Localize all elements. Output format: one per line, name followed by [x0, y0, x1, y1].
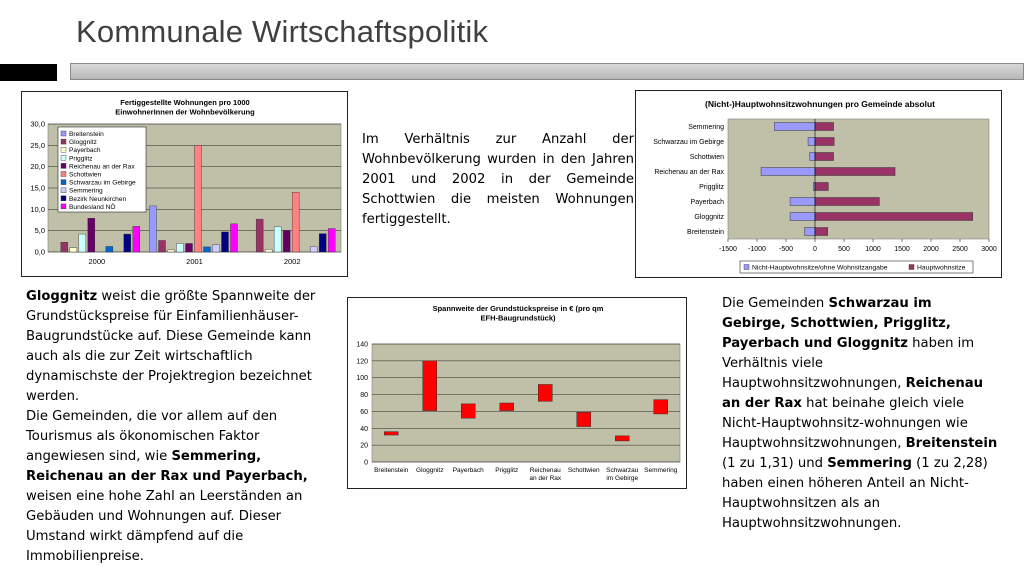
chart3-ytick: 140 — [356, 341, 368, 349]
chart3-xtick: Gloggnitz — [416, 467, 444, 474]
chart2-xtick: 0 — [813, 246, 817, 253]
chart2-legend-label: Hauptwohnsitze — [917, 264, 966, 272]
text-hw-3: haben im Verhältnis viele Hauptwohnsitzwohnungen, — [722, 336, 975, 391]
chart1-ytick: 15,0 — [30, 183, 45, 193]
chart1-bar-schottwien — [292, 192, 299, 252]
chart2-ytick: Schottwien — [689, 154, 724, 161]
chart1-bar-payerbach — [70, 248, 77, 252]
chart3-xtick: Reichenau — [529, 467, 561, 474]
chart-grundstueckspreise-svg — [348, 298, 686, 488]
text-hw-1: Die Gemeinden — [722, 296, 829, 311]
chart2-legend-swatch — [744, 265, 749, 270]
chart1-ytick: 5,0 — [34, 226, 45, 236]
text-gloggnitz-body: weist die größte Spannweite der Grundstückspreise für Einfamilienhäuser-Baugrundstücke auf. Diese Gemeinde kann auch als die zur Zeit wirtschaftlich dynamischste der Projektregion bezeichnet werden. — [26, 289, 316, 404]
chart-hauptwohnsitze[interactable] — [635, 90, 1002, 278]
chart1-bar-semmering — [310, 246, 317, 252]
chart1-legend-swatch — [61, 196, 66, 201]
chart1-legend-swatch — [61, 172, 66, 177]
chart1-legend-swatch — [61, 155, 66, 160]
chart2-legend-swatch — [909, 265, 914, 270]
chart1-xtick: 2001 — [186, 257, 203, 266]
chart2-ytick: Semmering — [688, 124, 724, 131]
chart3-xtick: Semmering — [644, 467, 678, 474]
chart2-plot-area — [728, 119, 989, 239]
chart1-legend-label: Reichenau an der Rax — [69, 163, 135, 171]
chart1-bar-bundesland-nö — [328, 229, 335, 252]
slide-title: Kommunale Wirtschaftspolitik — [76, 14, 489, 49]
chart2-ytick: Gloggnitz — [694, 214, 724, 221]
chart2-bar-nicht-hauptwohnsitze — [790, 198, 815, 206]
chart2-xtick: 500 — [838, 246, 850, 253]
chart3-ytick: 80 — [360, 392, 368, 400]
chart3-range-bar — [538, 384, 552, 401]
chart2-xtick: -500 — [778, 246, 794, 253]
chart2-ytick: Schwarzau im Gebirge — [653, 139, 724, 146]
chart1-bar-payerbach — [168, 250, 175, 252]
chart2-xtick: 2500 — [952, 246, 968, 253]
chart3-ytick: 100 — [356, 375, 368, 383]
chart2-ytick: Payerbach — [690, 199, 724, 206]
chart3-range-bar — [384, 432, 398, 435]
chart3-range-bar — [500, 403, 514, 411]
text-hauptwohnsitze — [722, 294, 998, 534]
chart2-xtick: -1500 — [719, 246, 737, 253]
chart3-plot-area — [372, 344, 680, 462]
chart3-range-bar — [577, 412, 591, 426]
chart2-bar-nicht-hauptwohnsitze — [790, 213, 815, 221]
text-hw-8: Semmering — [827, 456, 912, 471]
chart2-ytick: Prigglitz — [699, 184, 724, 191]
chart3-range-bar — [654, 400, 668, 414]
chart2-ytick: Breitenstein — [687, 229, 724, 236]
chart1-bar-payerbach — [265, 249, 272, 252]
chart2-bar-hauptwohnsitze — [815, 138, 834, 146]
chart1-ytick: 25,0 — [30, 140, 45, 150]
chart1-bar-schottwien — [195, 145, 202, 252]
chart3-ytick: 20 — [360, 442, 368, 450]
chart1-bar-bezirk-neunkirchen — [222, 232, 229, 252]
text-tourismus-body: weisen eine hohe Zahl an Leerständen an Gebäuden und Wohnungen auf. Dieser Umstand wirkt dämpfend auf die Immobilienpreise. — [26, 489, 303, 564]
chart2-bar-hauptwohnsitze — [815, 168, 895, 176]
chart1-legend-swatch — [61, 147, 66, 152]
chart1-ytick: 0,0 — [34, 247, 45, 257]
chart1-legend-swatch — [61, 204, 66, 209]
chart2-xtick: 1000 — [865, 246, 881, 253]
text-gloggnitz-name: Gloggnitz — [26, 289, 98, 304]
chart1-legend-swatch — [61, 180, 66, 185]
chart2-bar-nicht-hauptwohnsitze — [805, 228, 815, 236]
chart1-legend-label: Bundesland NÖ — [69, 203, 116, 211]
chart1-bar-bezirk-neunkirchen — [319, 234, 326, 252]
chart3-range-bar — [423, 361, 437, 411]
chart1-legend-label: Prigglitz — [69, 155, 93, 163]
chart2-title: (Nicht-)Hauptwohnsitzwohnungen pro Gemeinde absolut — [705, 99, 935, 109]
chart1-legend-swatch — [61, 131, 66, 136]
chart2-xtick: -1000 — [748, 246, 766, 253]
chart3-xtick: Payerbach — [452, 467, 484, 474]
chart3-range-bar — [615, 436, 629, 441]
chart3-title: EFH-Baugrundstück) — [480, 313, 556, 323]
chart3-xtick: Breitenstein — [374, 467, 409, 474]
chart1-bar-prigglitz — [274, 227, 281, 252]
chart1-xtick: 2002 — [283, 257, 301, 266]
chart3-ytick: 60 — [360, 408, 368, 416]
chart1-legend-label: Semmering — [69, 187, 103, 195]
text-gloggnitz — [26, 287, 330, 567]
chart2-xtick: 1500 — [894, 246, 910, 253]
chart1-bar-prigglitz — [79, 234, 86, 252]
chart1-bar-gloggnitz — [256, 219, 263, 252]
text-hw-7: (1 zu 1,31) und — [722, 456, 828, 471]
chart2-xtick: 2000 — [923, 246, 939, 253]
chart1-ytick: 20,0 — [30, 162, 45, 172]
chart1-bar-breitenstein — [150, 206, 157, 252]
chart1-bar-gloggnitz — [61, 242, 68, 252]
chart1-legend-label: Gloggnitz — [69, 139, 97, 147]
text-schottwien-body: Im Verhältnis zur Anzahl der Wohnbevölkerung wurden in den Jahren 2001 und 2002 in der Gemeinde Schottwien die meisten Wohnungen fertiggestellt. — [362, 132, 634, 227]
chart-wohnungen-svg — [22, 92, 347, 276]
text-hw-2: Schwarzau im Gebirge, Schottwien, Prigglitz, Payerbach und Gloggnitz — [722, 296, 951, 351]
chart2-bar-hauptwohnsitze — [815, 123, 834, 131]
title-decor-left — [0, 64, 57, 81]
chart1-bar-semmering — [213, 245, 220, 252]
chart-hauptwohnsitze-svg — [636, 91, 1001, 277]
chart1-legend-swatch — [61, 139, 66, 144]
chart3-title: Spannweite der Grundstückspreise in € (pro qm — [432, 304, 604, 313]
chart3-xtick: im Gebirge — [606, 475, 639, 482]
chart1-xtick: 2000 — [88, 257, 106, 266]
chart2-bar-nicht-hauptwohnsitze — [810, 153, 815, 161]
chart2-ytick: Reichenau an der Rax — [654, 169, 724, 176]
text-hw-5: hat beinahe gleich viele Nicht-Hauptwohnsitz-wohnungen wie Hauptwohnsitzwohnungen, — [722, 396, 968, 451]
chart3-range-bar — [461, 404, 475, 418]
chart1-bar-schwarzau-im-gebirge — [106, 246, 113, 252]
text-hw-6: Breitenstein — [905, 436, 998, 451]
chart1-title: EinwohnerInnen der Wohnbevölkerung — [115, 107, 255, 117]
chart3-xtick: Schwarzau — [606, 467, 639, 474]
text-hw-9: (1 zu 2,28) haben einen höheren Anteil an Nicht-Hauptwohnsitzen als an Hauptwohnsitzwohnungen. — [722, 456, 988, 531]
chart2-xtick: 3000 — [981, 246, 997, 253]
chart1-legend-swatch — [61, 163, 66, 168]
chart1-legend-label: Breitenstein — [69, 131, 104, 138]
text-tourismus-intro: Die Gemeinden, die vor allem auf den Tourismus als ökonomischen Faktor angewiesen sind, wie — [26, 409, 278, 464]
chart3-xtick: Schottwien — [567, 467, 600, 474]
chart1-ytick: 10,0 — [30, 204, 45, 214]
chart3-ytick: 40 — [360, 425, 368, 433]
chart1-bar-gloggnitz — [159, 240, 166, 252]
chart1-legend-label: Payerbach — [69, 147, 101, 155]
chart1-legend-swatch — [61, 188, 66, 193]
chart1-ytick: 30,0 — [30, 119, 45, 129]
chart3-xtick: Prigglitz — [495, 467, 519, 474]
chart2-bar-nicht-hauptwohnsitze — [761, 168, 815, 176]
chart1-legend-label: Schwarzau im Gebirge — [69, 179, 136, 187]
text-tourismus-gemeinden: Semmering, Reichenau an der Rax und Payerbach, — [26, 449, 308, 484]
chart1-bar-reichenau-an-der-rax — [88, 218, 95, 252]
chart2-bar-hauptwohnsitze — [815, 198, 879, 206]
chart1-bar-bezirk-neunkirchen — [124, 234, 131, 252]
chart1-bar-reichenau-an-der-rax — [186, 243, 193, 252]
chart1-bar-bundesland-nö — [133, 226, 140, 252]
text-hw-4: Reichenau an der Rax — [722, 376, 984, 411]
chart1-bar-schwarzau-im-gebirge — [204, 247, 211, 252]
chart3-ytick: 120 — [356, 358, 368, 366]
chart2-bar-hauptwohnsitze — [815, 228, 828, 236]
chart-wohnungen[interactable] — [21, 91, 348, 277]
chart1-bar-prigglitz — [177, 243, 184, 252]
text-schottwien — [362, 130, 634, 230]
chart1-bar-reichenau-an-der-rax — [283, 230, 290, 252]
title-decor-bar — [70, 63, 1024, 80]
chart2-bar-hauptwohnsitze — [815, 213, 973, 221]
chart1-legend-label: Bezirk Neunkirchen — [69, 195, 127, 203]
chart1-bar-bundesland-nö — [231, 224, 238, 252]
chart2-bar-hauptwohnsitze — [815, 153, 834, 161]
chart3-xtick: an der Rax — [529, 475, 562, 482]
chart2-bar-nicht-hauptwohnsitze — [774, 123, 815, 131]
chart3-ytick: 0 — [364, 459, 368, 467]
chart2-bar-hauptwohnsitze — [815, 183, 828, 191]
chart1-title: Fertiggestellte Wohnungen pro 1000 — [120, 98, 250, 107]
chart2-bar-nicht-hauptwohnsitze — [808, 138, 815, 146]
chart2-legend-label: Nicht-Hauptwohnsitze/ohne Wohnsitzangabe — [752, 264, 888, 272]
chart-grundstueckspreise[interactable] — [347, 297, 687, 489]
chart1-legend-label: Schottwien — [69, 171, 102, 179]
